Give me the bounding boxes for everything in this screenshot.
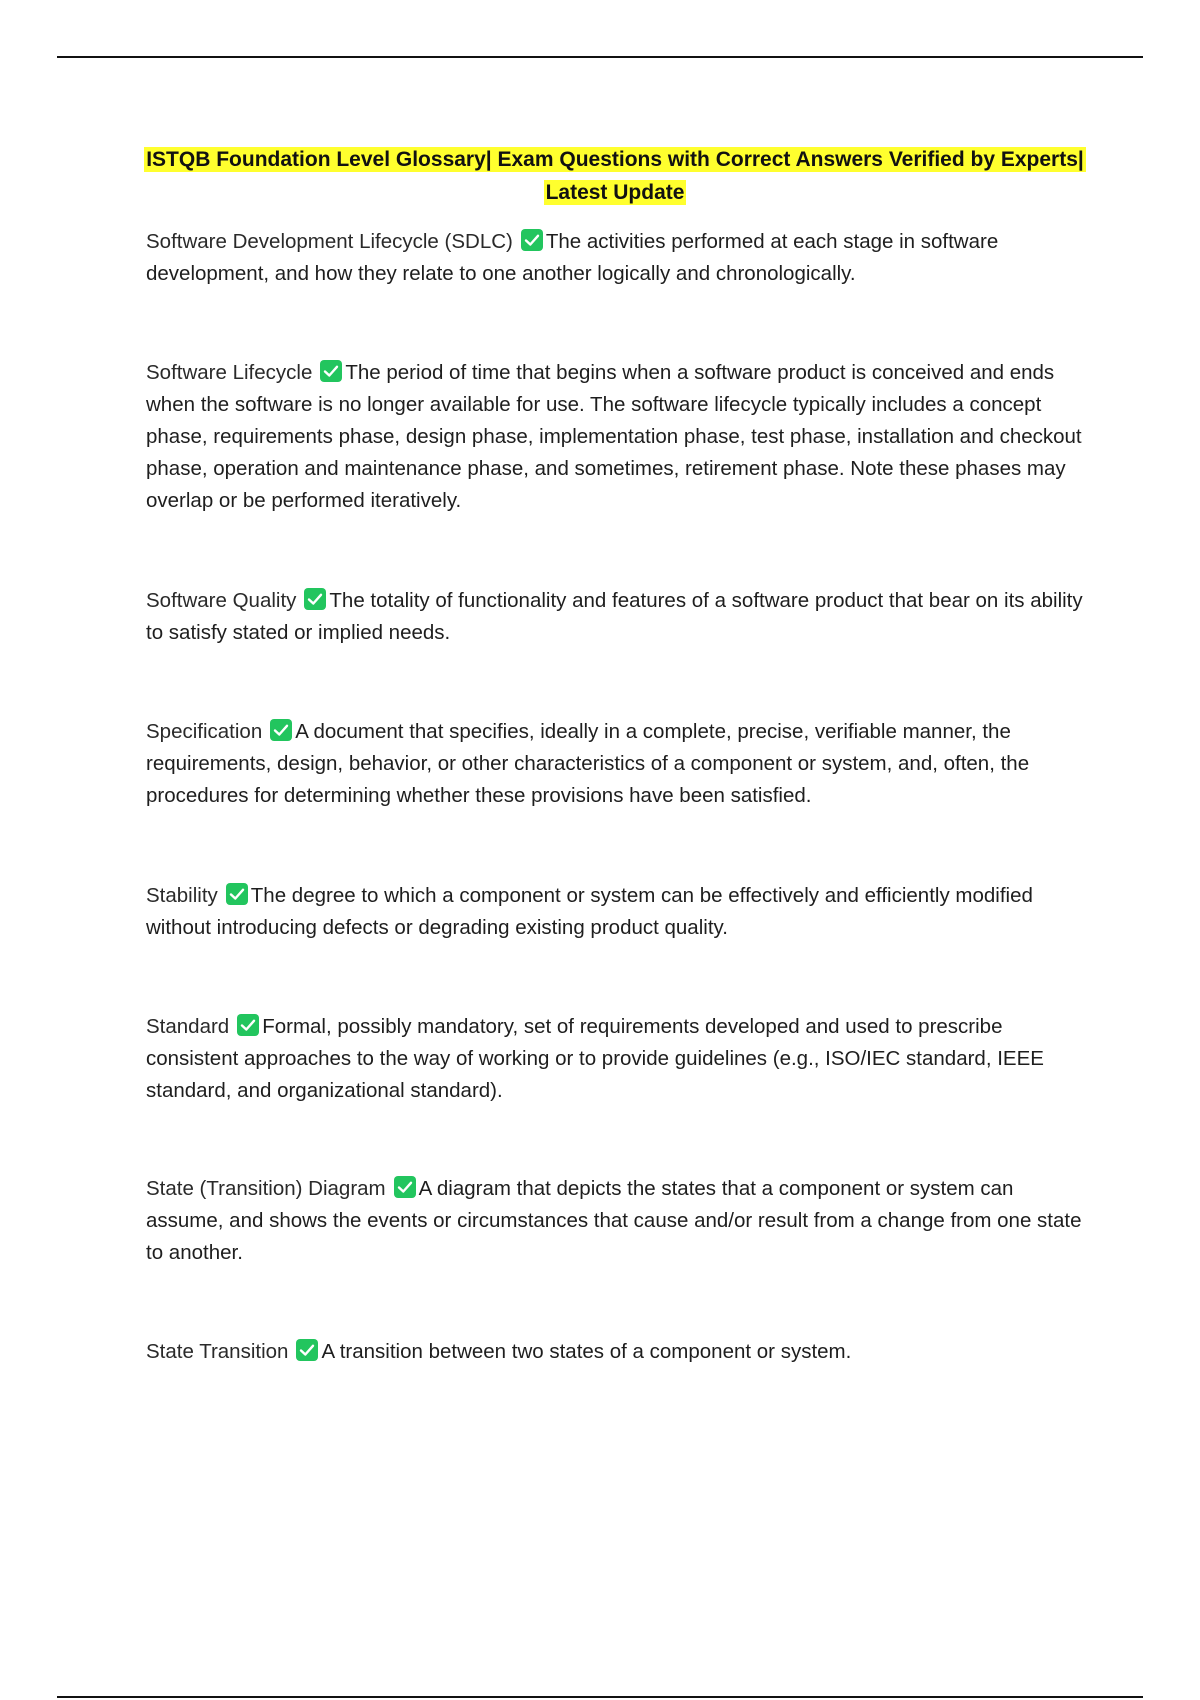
entry-term: State (Transition) Diagram	[146, 1177, 386, 1200]
check-icon	[270, 719, 292, 741]
entry-definition: The totality of functionality and features of a software product that bear on its ability to satisfy stated or implied needs.	[146, 589, 1083, 644]
glossary-entry	[146, 226, 1096, 290]
document-title	[140, 143, 1090, 209]
entry-definition: The activities performed at each stage in software development, and how they relate to one another logically and chronologically.	[146, 230, 999, 285]
entry-term: Software Development Lifecycle (SDLC)	[146, 230, 513, 253]
check-icon	[521, 229, 543, 251]
check-icon	[394, 1176, 416, 1198]
entry-term: Software Lifecycle	[146, 361, 313, 384]
entry-term: Stability	[146, 884, 218, 907]
glossary-entry	[146, 1173, 1096, 1269]
entry-definition: The degree to which a component or system can be effectively and efficiently modified without introducing defects or degrading existing product quality.	[146, 884, 1033, 939]
entry-term: State Transition	[146, 1340, 289, 1363]
footer-rule	[57, 1696, 1143, 1698]
glossary-entry	[146, 357, 1096, 517]
entry-term: Software Quality	[146, 589, 297, 612]
title-line-2: Latest Update	[545, 181, 685, 204]
entry-definition: Formal, possibly mandatory, set of requirements developed and used to prescribe consistent approaches to the way of working or to provide guidelines (e.g., ISO/IEC standard, IEEE standard, and organizational standard).	[146, 1015, 1044, 1102]
glossary-entry	[146, 1011, 1096, 1107]
entry-definition: A diagram that depicts the states that a component or system can assume, and shows the events or circumstances that cause and/or result from a change from one state to another.	[146, 1177, 1082, 1264]
header-rule	[57, 56, 1143, 58]
entry-term: Standard	[146, 1015, 230, 1038]
glossary-entry	[146, 1336, 1096, 1368]
check-icon	[237, 1014, 259, 1036]
glossary-entry	[146, 716, 1096, 812]
check-icon	[296, 1339, 318, 1361]
entry-term: Specification	[146, 720, 263, 743]
check-icon	[304, 588, 326, 610]
glossary-entry	[146, 880, 1096, 944]
check-icon	[226, 883, 248, 905]
glossary-entry	[146, 585, 1096, 649]
entry-definition: The period of time that begins when a software product is conceived and ends when the software is no longer available for use. The software lifecycle typically includes a concept phase, requirements phase, design phase, implementation phase, test phase, installation and checkout phase, operation and maintenance phase, and sometimes, retirement phase. Note these phases may overlap or be performed iteratively.	[146, 361, 1082, 512]
title-line-1: ISTQB Foundation Level Glossary| Exam Questions with Correct Answers Verified by Experts|	[146, 148, 1084, 171]
entry-definition: A transition between two states of a component or system.	[321, 1340, 852, 1363]
check-icon	[320, 360, 342, 382]
entry-definition: A document that specifies, ideally in a complete, precise, verifiable manner, the requirements, design, behavior, or other characteristics of a component or system, and, often, the procedures for determining whether these provisions have been satisfied.	[146, 720, 1030, 807]
